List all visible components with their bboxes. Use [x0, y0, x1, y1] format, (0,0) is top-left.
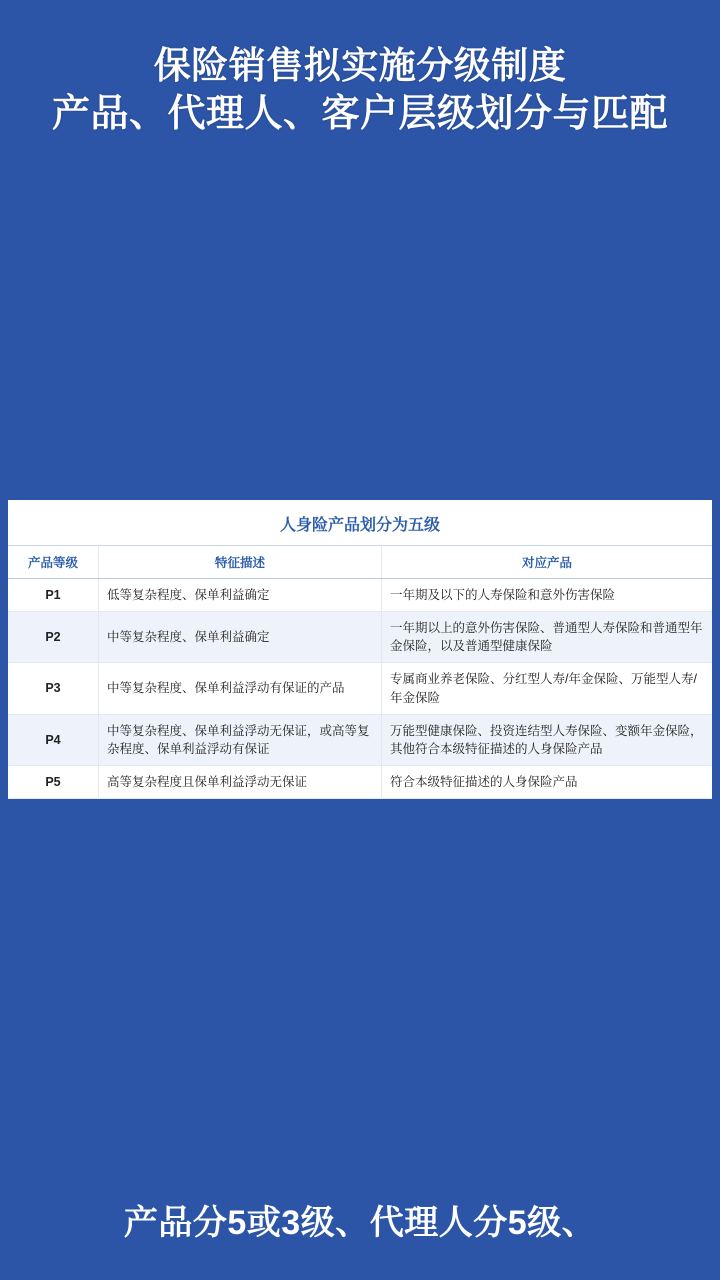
table-row	[8, 663, 712, 714]
cell-feature: 中等复杂程度、保单利益确定	[99, 612, 382, 663]
cell-grade: P5	[8, 765, 99, 798]
bottom-caption: 产品分5或3级、代理人分5级、	[123, 1204, 597, 1242]
product-grade-table-card	[8, 500, 712, 799]
cell-product: 一年期及以下的人寿保险和意外伤害保险	[382, 579, 713, 612]
table-title: 人身险产品划分为五级	[8, 500, 712, 546]
cell-product: 一年期以上的意外伤害保险、普通型人寿保险和普通型年金保险，以及普通型健康保险	[382, 612, 713, 663]
cell-feature: 中等复杂程度、保单利益浮动有保证的产品	[99, 663, 382, 714]
cell-grade: P2	[8, 612, 99, 663]
title-line-2: 产品、代理人、客户层级划分与匹配	[51, 92, 668, 135]
cell-product: 专属商业养老保险、分红型人寿/年金保险、万能型人寿/年金保险	[382, 663, 713, 714]
cell-feature: 高等复杂程度且保单利益浮动无保证	[99, 765, 382, 798]
table-row	[8, 612, 712, 663]
cell-product: 万能型健康保险、投资连结型人寿保险、变额年金保险，其他符合本级特征描述的人身保险产品	[382, 714, 713, 765]
cell-product: 符合本级特征描述的人身保险产品	[382, 765, 713, 798]
cell-feature: 中等复杂程度、保单利益浮动无保证，或高等复杂程度、保单利益浮动有保证	[99, 714, 382, 765]
cell-grade: P3	[8, 663, 99, 714]
cell-feature: 低等复杂程度、保单利益确定	[99, 579, 382, 612]
column-header-feature: 特征描述	[99, 546, 382, 579]
column-header-grade: 产品等级	[8, 546, 99, 579]
table-row	[8, 765, 712, 798]
product-grade-table	[8, 546, 712, 799]
column-header-product: 对应产品	[382, 546, 713, 579]
slide-title	[0, 44, 720, 136]
table-row	[8, 714, 712, 765]
table-header-row	[8, 546, 712, 579]
cell-grade: P4	[8, 714, 99, 765]
table-row	[8, 579, 712, 612]
title-line-1: 保险销售拟实施分级制度	[153, 45, 567, 86]
cell-grade: P1	[8, 579, 99, 612]
